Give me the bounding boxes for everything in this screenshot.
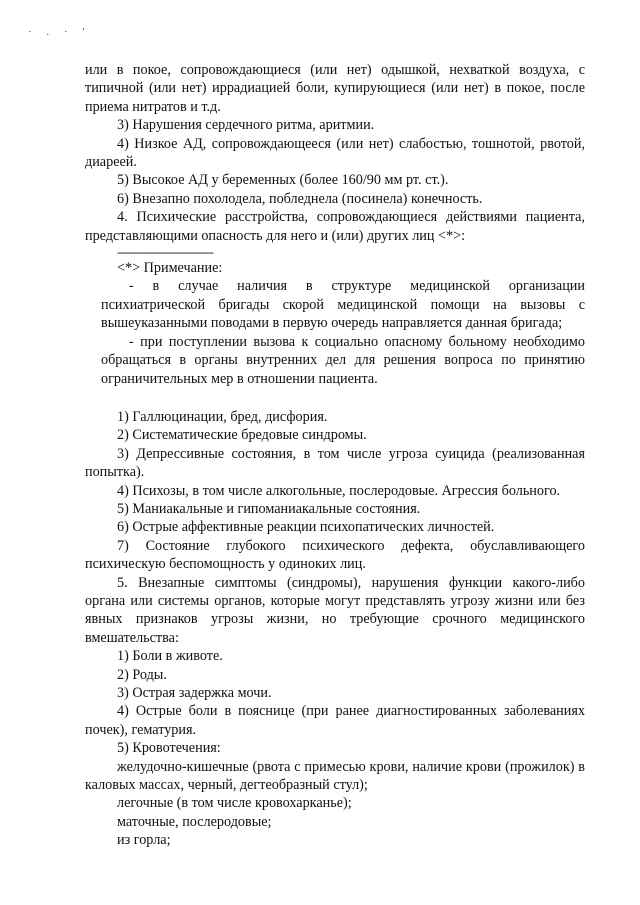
sym-item-2: 2) Роды. [117,666,167,683]
psych-item-5: 5) Маниакальные и гипоманиакальные состояния. [117,500,421,517]
psych-item-3: 3) Депрессивные состояния, в том числе угроза суицида (реализованная попытка). [85,445,585,481]
psych-item-7: 7) Состояние глубокого психического дефекта, обуславливающего психическую беспомощность у одиноких лиц. [85,537,585,573]
sym-item-4: 4) Острые боли в пояснице (при ранее диагностированных заболеваниях почек), гематурия. [85,703,585,738]
psych-item-2: 2) Систематические бредовые синдромы. [117,427,367,444]
note-item-2: - при поступлении вызова к социально опасному больному необходимо обращаться в органы внутренних дел для решения вопроса по принятию ограничительных мер в отношении пациента. [101,333,585,387]
note-item-1: - в случае наличия в структуре медицинской организации психиатрической бригады скорой медицинской помощи на вызовы с вышеуказанными поводами в первую очередь направляется данная бригада; [101,278,585,332]
note-title: <*> Примечание: [117,260,223,277]
list-item-cold-limb: 6) Внезапно похолодела, побледнела (посинела) конечность. [117,190,483,207]
psych-item-4: 4) Психозы, в том числе алкогольные, послеродовые. Агрессия больного. [117,482,561,499]
note-separator: -------------------------------- [117,245,213,260]
sym-item-3: 3) Острая задержка мочи. [117,685,272,701]
bleeding-pulmonary: легочные (в том числе кровохарканье); [117,795,352,812]
sym-item-5: 5) Кровотечения: [117,740,221,757]
list-item-low-bp: 4) Низкое АД, сопровождающееся (или нет) слабостью, тошнотой, рвотой, диареей. [85,135,585,171]
bleeding-uterine: маточные, послеродовые; [117,813,272,830]
section-5-heading: 5. Внезапные симптомы (синдромы), нарушения функции какого-либо органа или системы органов, которые могут представлять угрозу жизни или без явных признаков угрозы жизни, но требующие срочного медицинского вмешательства: [85,574,585,646]
paragraph-continuation: или в покое, сопровождающиеся (или нет) одышкой, нехваткой воздуха, с типичной (или нет) иррадиацией боли, купирующиеся (или нет) в покое, после приема нитратов и т.д. [85,62,585,115]
sym-item-1: 1) Боли в животе. [117,648,223,665]
list-item-arrhythmia: 3) Нарушения сердечного ритма, аритмии. [117,117,375,134]
psych-item-1: 1) Галлюцинации, бред, дисфория. [117,408,328,425]
document-body [85,61,585,850]
scan-specks: · . · ' [28,26,91,38]
psych-item-6: 6) Острые аффективные реакции психопатических личностей. [117,519,495,536]
spacer [85,388,585,408]
section-4-heading: 4. Психические расстройства, сопровождающиеся действиями пациента, представляющими опасность для него и (или) других лиц <*>: [85,209,585,244]
bleeding-throat: из горла; [117,832,171,849]
bleeding-gi: желудочно-кишечные (рвота с примесью крови, наличие крови (прожилок) в каловых массах, черный, дегтеобразный стул); [85,758,585,794]
list-item-high-bp-pregnant: 5) Высокое АД у беременных (более 160/90 мм рт. ст.). [117,172,449,189]
